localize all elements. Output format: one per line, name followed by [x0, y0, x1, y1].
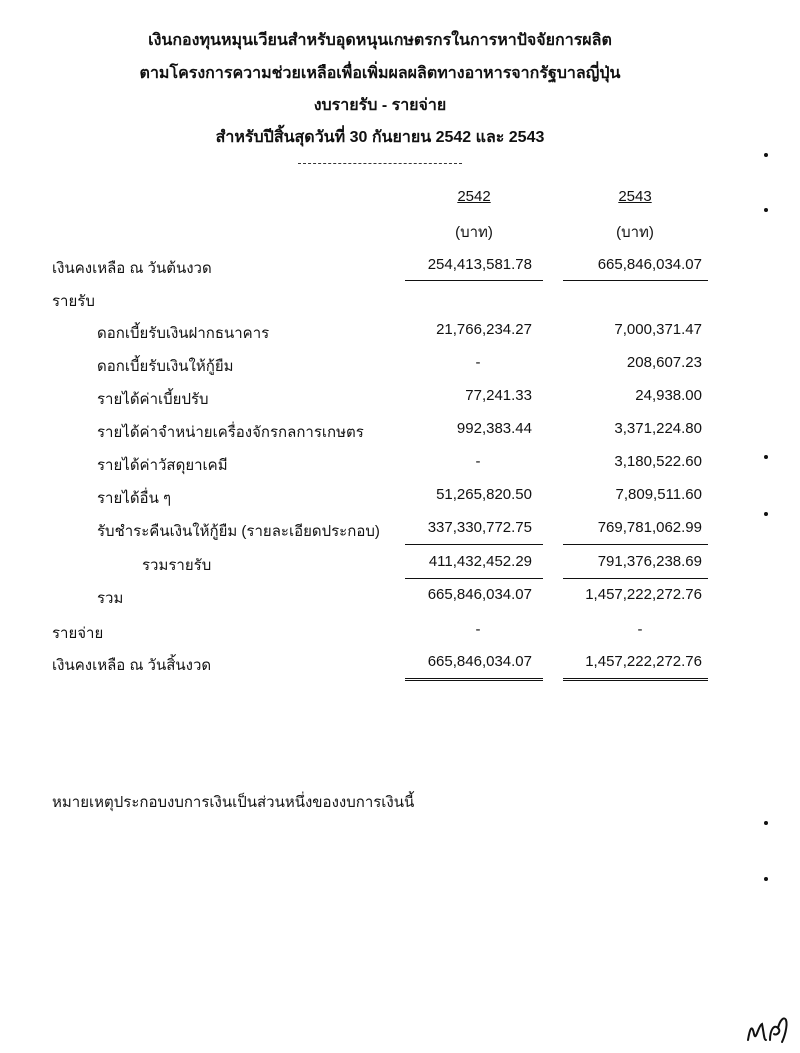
- margin-dot: [764, 153, 768, 157]
- column-unit-2543: (บาท): [616, 224, 654, 241]
- income-item-row: [0, 420, 800, 442]
- income-item-row: [0, 354, 800, 376]
- value-2542: 665,846,034.07: [427, 653, 532, 670]
- grand-total-row: [0, 586, 800, 608]
- value-2542: -: [475, 621, 481, 638]
- value-2542: 254,413,581.78: [427, 256, 532, 273]
- margin-dot: [764, 821, 768, 825]
- column-year-2543: 2543: [618, 188, 652, 205]
- expense-row: [0, 621, 800, 643]
- value-2543: 3,371,224.80: [614, 420, 702, 437]
- underline-2543: [563, 280, 708, 281]
- value-2542: 77,241.33: [465, 387, 532, 404]
- double-underline-2542: [405, 678, 543, 681]
- row-label: เงินคงเหลือ ณ วันสิ้นงวด: [52, 657, 212, 674]
- value-2543: 1,457,222,272.76: [585, 653, 702, 670]
- income-heading: รายรับ: [52, 293, 95, 310]
- column-year-2542: 2542: [457, 188, 491, 205]
- row-label: รายได้ค่าวัสดุยาเคมี: [97, 457, 228, 474]
- value-2543: -: [637, 621, 643, 638]
- value-2542: 337,330,772.75: [427, 519, 532, 536]
- income-item-row: [0, 453, 800, 475]
- margin-dot: [764, 512, 768, 516]
- value-2543: 1,457,222,272.76: [585, 586, 702, 603]
- report-title-line-1: เงินกองทุนหมุนเวียนสำหรับอุดหนุนเกษตรกรในการหาปัจจัยการผลิต: [148, 32, 612, 49]
- income-heading-row: [0, 289, 800, 311]
- income-item-row: [0, 486, 800, 508]
- row-label: รวมรายรับ: [142, 557, 212, 574]
- value-2542: 411,432,452.29: [428, 553, 532, 570]
- margin-dot: [764, 208, 768, 212]
- column-unit-2542: (บาท): [455, 224, 493, 241]
- income-item-row: [0, 321, 800, 343]
- row-label: ดอกเบี้ยรับเงินฝากธนาคาร: [97, 325, 270, 342]
- value-2543: 7,809,511.60: [615, 486, 702, 503]
- closing-balance-row: [0, 653, 800, 675]
- margin-dot: [764, 877, 768, 881]
- handwritten-initials: [744, 1010, 792, 1048]
- row-label: รวม: [97, 590, 124, 607]
- value-2543: 665,846,034.07: [597, 256, 702, 273]
- value-2542: 992,383.44: [456, 420, 532, 437]
- value-2542: 665,846,034.07: [427, 586, 532, 603]
- value-2543: 3,180,522.60: [614, 453, 702, 470]
- value-2542: 21,766,234.27: [436, 321, 532, 338]
- total-rule-2542: [405, 578, 543, 579]
- value-2543: 769,781,062.99: [597, 519, 702, 536]
- income-item-row: [0, 519, 800, 541]
- title-dashed-rule: [298, 163, 462, 164]
- underline-2542: [405, 280, 543, 281]
- double-underline-2543: [563, 678, 708, 681]
- margin-dot: [764, 455, 768, 459]
- subtotal-rule-2542: [405, 544, 543, 545]
- report-title-line-2: ตามโครงการความช่วยเหลือเพื่อเพิ่มผลผลิตทางอาหารจากรัฐบาลญี่ปุ่น: [139, 65, 621, 82]
- value-2542: 51,265,820.50: [436, 486, 532, 503]
- total-income-row: [0, 553, 800, 575]
- row-label: รายได้อื่น ๆ: [97, 490, 172, 507]
- row-label: เงินคงเหลือ ณ วันต้นงวด: [52, 260, 212, 277]
- row-label: รายได้ค่าเบี้ยปรับ: [97, 391, 209, 408]
- report-title-line-3: งบรายรับ - รายจ่าย: [313, 97, 447, 114]
- value-2543: 208,607.23: [626, 354, 702, 371]
- value-2543: 791,376,238.69: [597, 553, 702, 570]
- value-2543: 24,938.00: [635, 387, 702, 404]
- subtotal-rule-2543: [563, 544, 708, 545]
- value-2542: -: [475, 354, 481, 371]
- row-label: รับชำระคืนเงินให้กู้ยืม (รายละเอียดประกอบ): [97, 523, 380, 540]
- row-label: รายจ่าย: [52, 625, 104, 642]
- row-label: รายได้ค่าจำหน่ายเครื่องจักรกลการเกษตร: [97, 424, 364, 441]
- total-rule-2543: [563, 578, 708, 579]
- statement-note: หมายเหตุประกอบงบการเงินเป็นส่วนหนึ่งของงบการเงินนี้: [52, 794, 415, 811]
- report-title-line-4: สำหรับปีสิ้นสุดวันที่ 30 กันยายน 2542 และ 2543: [215, 129, 545, 146]
- value-2542: -: [475, 453, 481, 470]
- income-item-row: [0, 387, 800, 409]
- value-2543: 7,000,371.47: [614, 321, 702, 338]
- opening-balance-row: [0, 256, 800, 278]
- row-label: ดอกเบี้ยรับเงินให้กู้ยืม: [97, 358, 234, 375]
